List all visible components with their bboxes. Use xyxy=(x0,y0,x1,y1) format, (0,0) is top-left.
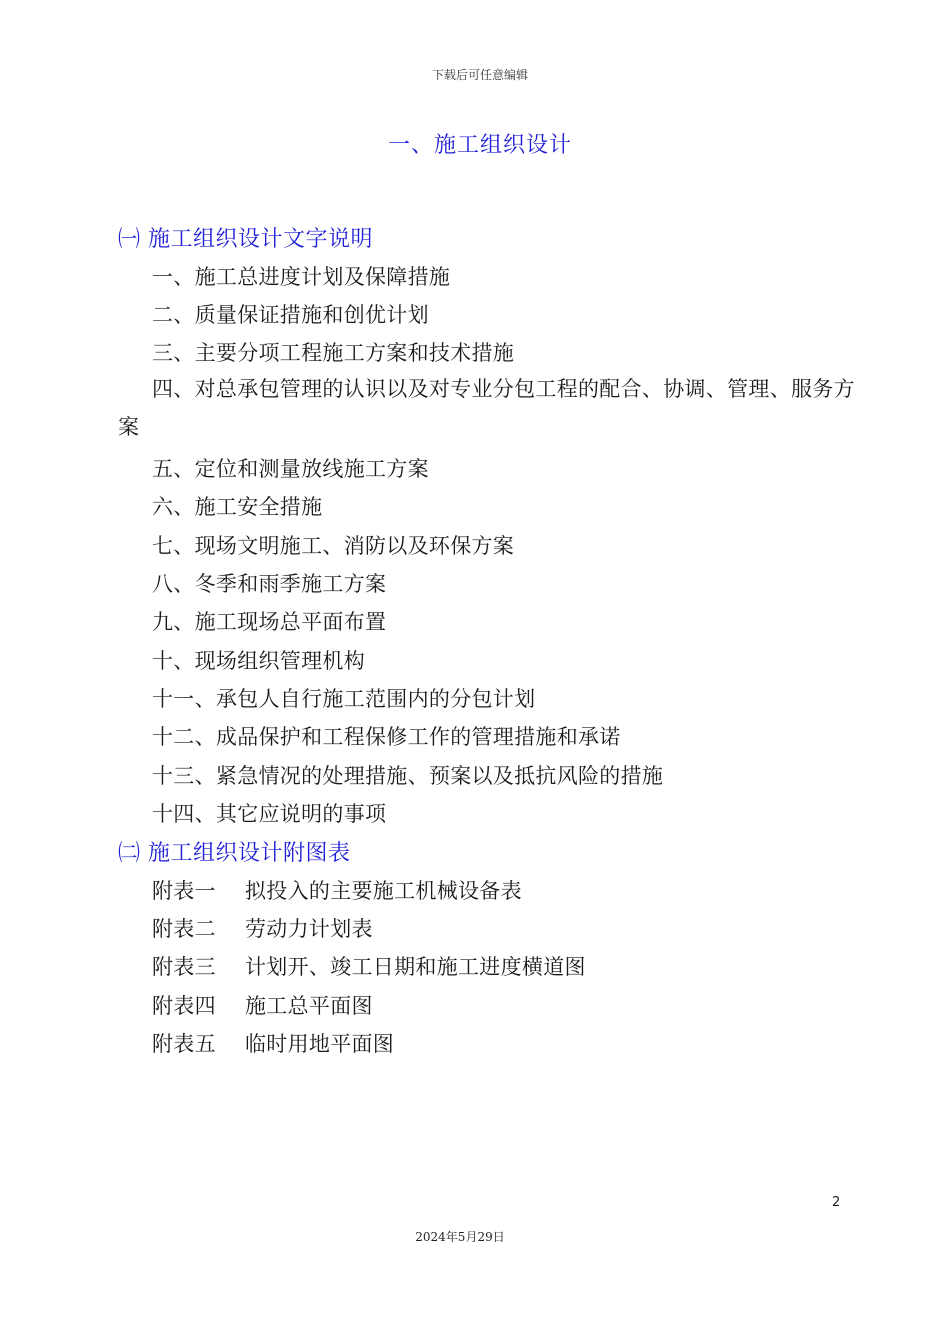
toc-item: 六、施工安全措施 xyxy=(152,495,323,519)
toc-item: 十二、成品保护和工程保修工作的管理措施和承诺 xyxy=(152,725,621,749)
appendix-text: 计划开、竣工日期和施工进度横道图 xyxy=(245,955,586,979)
toc-item: 三、主要分项工程施工方案和技术措施 xyxy=(152,341,515,365)
appendix-label: 附表三 xyxy=(152,955,216,979)
appendix-label: 附表四 xyxy=(152,994,216,1018)
toc-item: 十四、其它应说明的事项 xyxy=(152,802,387,826)
toc-item: 二、质量保证措施和创优计划 xyxy=(152,303,429,327)
toc-item: 八、冬季和雨季施工方案 xyxy=(152,572,387,596)
header-note: 下载后可任意编辑 xyxy=(431,68,528,82)
appendix-text: 拟投入的主要施工机械设备表 xyxy=(245,879,522,903)
toc-item: 一、施工总进度计划及保障措施 xyxy=(152,265,451,289)
appendix-item xyxy=(152,951,586,981)
appendix-item xyxy=(152,1028,394,1058)
section-heading-appendix: ㈡ 施工组织设计附图表 xyxy=(118,841,351,866)
toc-item: 九、施工现场总平面布置 xyxy=(152,610,387,634)
section-heading-text-description: ㈠ 施工组织设计文字说明 xyxy=(118,227,373,252)
toc-item: 十三、紧急情况的处理措施、预案以及抵抗风险的措施 xyxy=(152,764,664,788)
appendix-text: 临时用地平面图 xyxy=(245,1032,395,1056)
toc-item: 十一、承包人自行施工范围内的分包计划 xyxy=(152,687,536,711)
toc-item: 七、现场文明施工、消防以及环保方案 xyxy=(152,534,515,558)
page-number: 2 xyxy=(832,1195,841,1210)
toc-item: 十、现场组织管理机构 xyxy=(152,649,365,673)
toc-item: 五、定位和测量放线施工方案 xyxy=(152,457,429,481)
document-title: 一、施工组织设计 xyxy=(387,133,572,158)
appendix-item xyxy=(152,990,373,1020)
appendix-label: 附表五 xyxy=(152,1032,216,1056)
appendix-text: 劳动力计划表 xyxy=(245,917,373,941)
toc-item: 四、对总承包管理的认识以及对专业分包工程的配合、协调、管理、服务方案 xyxy=(118,377,855,439)
appendix-item xyxy=(152,913,373,943)
appendix-label: 附表一 xyxy=(152,879,216,903)
appendix-item xyxy=(152,875,522,905)
appendix-label: 附表二 xyxy=(152,917,216,941)
appendix-text: 施工总平面图 xyxy=(245,994,373,1018)
footer-date: 2024年5月29日 xyxy=(415,1230,505,1244)
